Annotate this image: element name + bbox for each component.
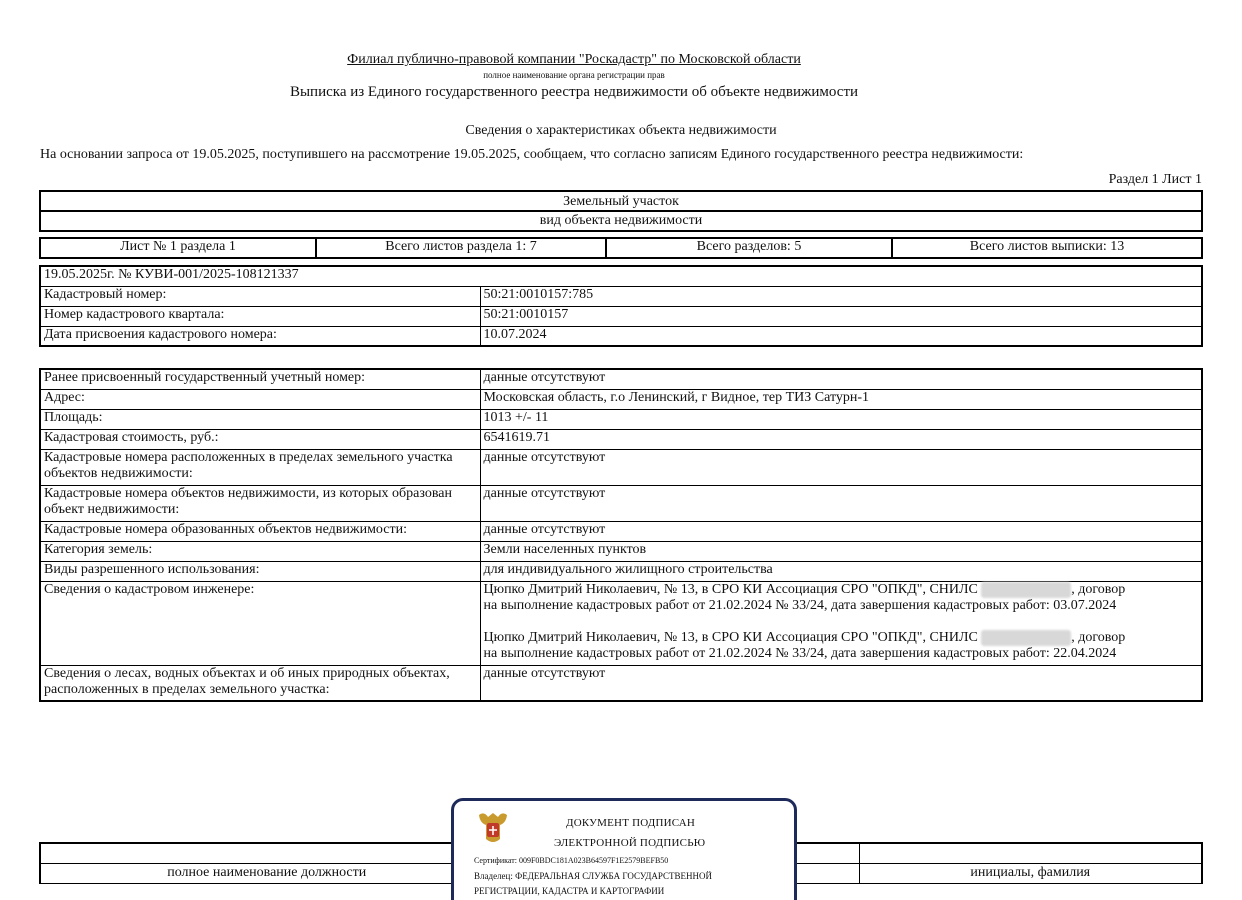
land-category-label: Категория земель: (40, 541, 480, 561)
address-label: Адрес: (40, 389, 480, 409)
located-objects-value: данные отсутствуют (480, 449, 1202, 485)
permitted-use-label: Виды разрешенного использования: (40, 561, 480, 581)
engineer-1-text-c: на выполнение кадастровых работ от 21.02.2024 № 33/24, дата завершения кадастровых работ: 03.07.2024 (483, 597, 1117, 613)
cost-value: 6541619.71 (480, 429, 1202, 449)
engineer-1-snils-redacted (981, 582, 1071, 598)
engineer-1-text-b: , договор (1071, 581, 1126, 597)
engineer-2-text-a: Цюпко Дмитрий Николаевич, № 13, в СРО КИ Ассоциация СРО "ОПКД", СНИЛС (483, 629, 978, 645)
engineer-value (480, 581, 1202, 665)
permitted-use-value: для индивидуального жилищного строительства (480, 561, 1202, 581)
cadastral-number-value: 50:21:0010157:785 (480, 286, 1202, 306)
details-table (39, 368, 1203, 702)
formed-objects-label: Кадастровые номера образованных объектов недвижимости: (40, 521, 480, 541)
located-objects-label: Кадастровые номера расположенных в пределах земельного участка объектов недвижимости: (40, 449, 480, 485)
land-category-value: Земли населенных пунктов (480, 541, 1202, 561)
engineer-2-snils-redacted (981, 630, 1071, 646)
razdel-label: Раздел 1 Лист 1 (1108, 172, 1202, 187)
object-kind-box (39, 190, 1203, 232)
name-caption: инициалы, фамилия (859, 863, 1202, 883)
assignment-date-label: Дата присвоения кадастрового номера: (40, 326, 480, 346)
total-section-sheets: Всего листов раздела 1: 7 (316, 238, 606, 258)
total-extract-sheets: Всего листов выписки: 13 (892, 238, 1202, 258)
stamp-certificate: Сертификат: 009F0BDC181A023B64597F1E2579BEFB50 (474, 856, 669, 865)
document-title: Выписка из Единого государственного реестра недвижимости об объекте недвижимости (289, 84, 859, 100)
section-title: Сведения о характеристиках объекта недвижимости (465, 123, 777, 138)
formed-objects-value: данные отсутствуют (480, 521, 1202, 541)
sheet-number: Лист № 1 раздела 1 (40, 238, 316, 258)
object-kind-value: Земельный участок (41, 192, 1201, 212)
address-value: Московская область, г.о Ленинский, г Видное, тер ТИЗ Сатурн-1 (480, 389, 1202, 409)
cost-label: Кадастровая стоимость, руб.: (40, 429, 480, 449)
object-kind-caption: вид объекта недвижимости (539, 213, 703, 228)
basis-text: На основании запроса от 19.05.2025, поступившего на рассмотрение 19.05.2025, сообщаем, что согласно записям Единого государственного реестра недвижимости: (40, 147, 1024, 162)
engineer-label: Сведения о кадастровом инженере: (40, 581, 480, 665)
cadastral-number-label: Кадастровый номер: (40, 286, 480, 306)
previous-number-value: данные отсутствуют (480, 369, 1202, 389)
electronic-signature-stamp (451, 798, 797, 900)
source-objects-label: Кадастровые номера объектов недвижимости, из которых образован объект недвижимости: (40, 485, 480, 521)
forests-label: Сведения о лесах, водных объектах и об иных природных объектах, расположенных в пределах земельного участка: (40, 665, 480, 701)
engineer-1-text-a: Цюпко Дмитрий Николаевич, № 13, в СРО КИ Ассоциация СРО "ОПКД", СНИЛС (483, 581, 978, 597)
stamp-owner-2: РЕГИСТРАЦИИ, КАДАСТРА И КАРТОГРАФИИ (474, 886, 665, 896)
total-sections: Всего разделов: 5 (606, 238, 892, 258)
area-label: Площадь: (40, 409, 480, 429)
organization-caption: полное наименование органа регистрации прав (483, 70, 665, 80)
record-table (39, 265, 1203, 347)
forests-value: данные отсутствуют (480, 665, 1202, 701)
sheets-table (39, 237, 1203, 259)
coat-of-arms-icon (476, 809, 510, 847)
stamp-line-2: ЭЛЕКТРОННОЙ ПОДПИСЬЮ (554, 837, 706, 849)
quarter-number-value: 50:21:0010157 (480, 306, 1202, 326)
quarter-number-label: Номер кадастрового квартала: (40, 306, 480, 326)
previous-number-label: Ранее присвоенный государственный учетный номер: (40, 369, 480, 389)
area-value: 1013 +/- 11 (480, 409, 1202, 429)
source-objects-value: данные отсутствуют (480, 485, 1202, 521)
stamp-line-1: ДОКУМЕНТ ПОДПИСАН (566, 817, 696, 829)
record-number: 19.05.2025г. № КУВИ-001/2025-108121337 (40, 266, 1202, 286)
engineer-2-text-b: , договор (1071, 629, 1126, 645)
organization-name: Филиал публично-правовой компании "Роскадастр" по Московской области (347, 52, 801, 67)
engineer-2-text-c: на выполнение кадастровых работ от 21.02.2024 № 33/24, дата завершения кадастровых работ: 22.04.2024 (483, 645, 1117, 661)
stamp-owner: Владелец: ФЕДЕРАЛЬНАЯ СЛУЖБА ГОСУДАРСТВЕННОЙ (474, 871, 713, 881)
position-caption: полное наименование должности (40, 863, 493, 883)
assignment-date-value: 10.07.2024 (480, 326, 1202, 346)
